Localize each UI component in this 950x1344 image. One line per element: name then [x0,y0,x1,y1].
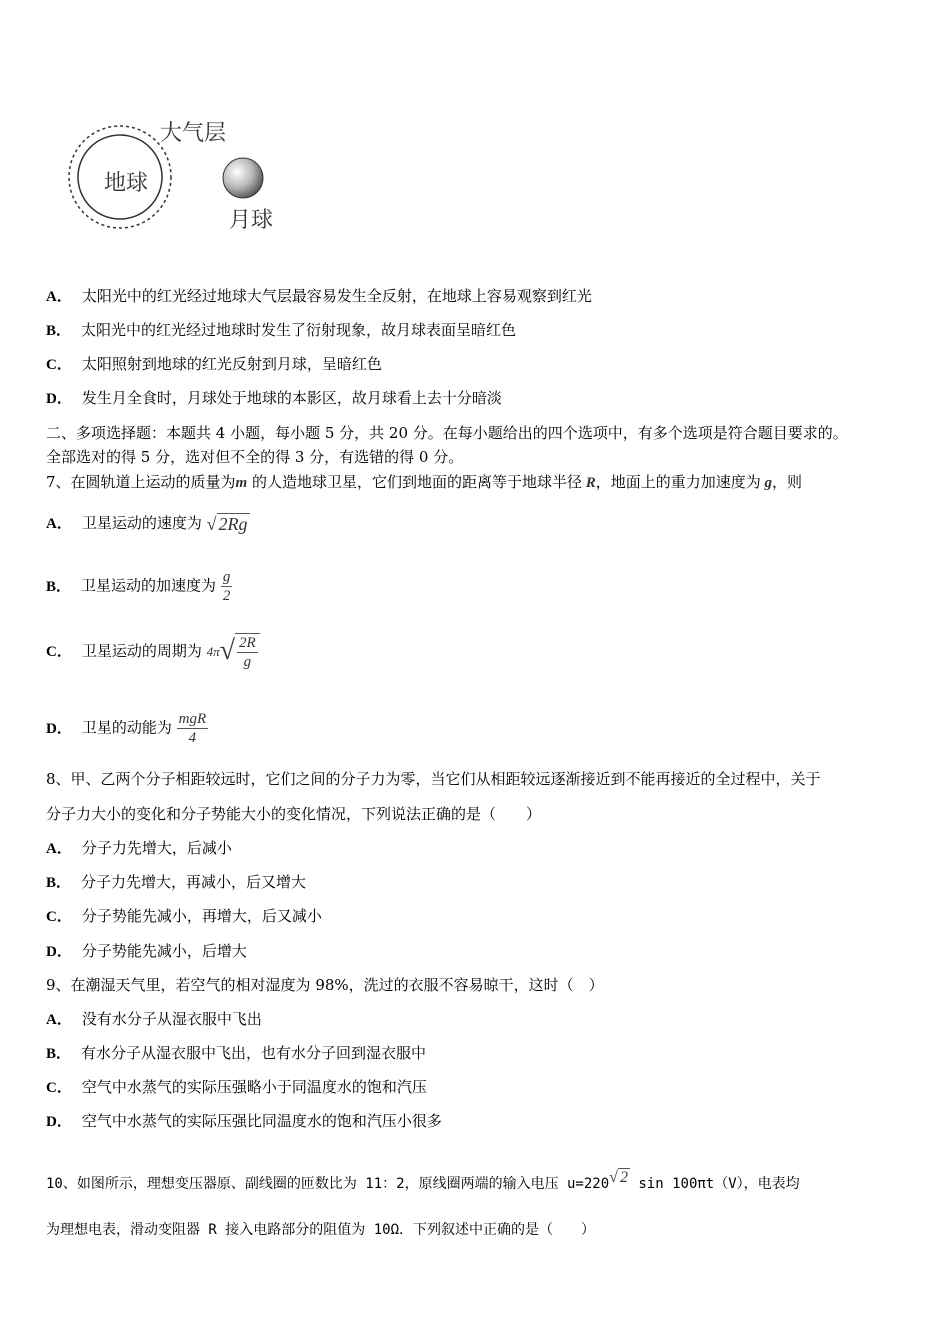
q7-option-d [46,710,208,747]
q7-option-a [46,512,250,535]
q7-option-b [46,568,232,605]
q7-var-R: R [582,475,596,491]
q7-stem [46,471,802,492]
moon-circle [223,158,263,198]
q7-option-c [46,633,260,671]
q6-option-c [46,353,382,374]
q7-stem-d: ，则 [772,473,803,491]
q7-d-denominator: 4 [188,730,197,746]
section2-line1: 二、多项选择题：本题共 4 小题，每小题 5 分，共 20 分。在每小题给出的四个选项中，有多个选项是符合题目要求的。 [46,424,848,442]
option-key: D． [46,391,72,407]
q7-c-sqrt: √ $\frac{2R}{g}$ [220,633,260,671]
q10-sqrt: √ 2 [609,1169,628,1186]
option-text: 分子势能先减小，再增大，后又减小 [81,907,322,925]
option-key: D． [46,720,72,737]
option-text: 太阳光中的红光经过地球时发生了衍射现象，故月球表面呈暗红色 [81,321,517,339]
option-text: 卫星运动的速度为 [81,514,202,532]
section2-line2: 全部选对的得 5 分，选对但不全的得 3 分，有选错的得 0 分。 [46,448,464,466]
option-key: C． [46,644,72,660]
option-key: B． [46,323,72,339]
q9-stem: 9、在潮湿天气里，若空气的相对湿度为 98%，洗过的衣服不容易晾干，这时（ ） [46,976,604,994]
q7-var-m: m [235,475,248,491]
q7-c-numerator: 2R [239,635,256,651]
q6-option-d [46,387,502,408]
q7-b-denominator: 2 [222,588,231,604]
q8-option-b [46,871,306,892]
q10-stem-a: 10、如图所示，理想变压器原、副线圈的匝数比为 11：2，原线圈两端的输入电压 u=220 [46,1176,610,1192]
q7-var-g: g [760,475,773,491]
q7-c-denominator: g [243,654,252,670]
q10-stem-line2: 为理想电表，滑动变阻器 R 接入电路部分的阻值为 10Ω．下列叙述中正确的是（ ） [46,1222,595,1238]
option-text: 太阳光中的红光经过地球大气层最容易发生全反射，在地球上容易观察到红光 [81,287,592,305]
q7-a-sqrt: √ 2Rg [206,514,248,534]
earth-label: 地球 [104,171,149,196]
atmosphere-label: 大气层 [160,121,227,146]
option-text: 分子力先增大，后减小 [81,839,232,857]
option-key: A． [46,841,72,857]
option-key: C． [46,909,72,925]
option-text: 卫星运动的周期为 [81,642,202,660]
option-text: 分子力先增大，再减小，后又增大 [81,873,307,891]
q10-stem-line1 [46,1168,800,1193]
option-text: 空气中水蒸气的实际压强略小于同温度水的饱和汽压 [81,1078,427,1096]
q8-option-c [46,905,322,926]
option-text: 没有水分子从湿衣服中飞出 [81,1010,262,1028]
q6-option-a [46,285,592,306]
q7-c-fraction [237,634,258,671]
option-key: C． [46,1080,72,1096]
q8-stem-line2: 分子力大小的变化和分子势能大小的变化情况，下列说法正确的是（ ） [46,805,542,823]
option-text: 卫星运动的加速度为 [81,576,217,595]
q7-stem-c: ，地面上的重力加速度为 [595,473,761,491]
q7-c-radicand [235,633,260,671]
q6-option-b [46,319,516,340]
q7-stem-a: 7、在圆轨道上运动的质量为 [46,473,236,491]
q10-sqrt-radicand: 2 [619,1169,628,1186]
q7-d-numerator: mgR [178,711,207,727]
option-text: 发生月全食时，月球处于地球的本影区，故月球看上去十分暗淡 [81,389,502,407]
q8-stem-line1: 8、甲、乙两个分子相距较远时，它们之间的分子力为零，当它们从相距较远逐渐接近到不能再接近的全过程中，关于 [46,770,821,788]
q7-b-numerator: g [222,569,231,585]
option-text: 太阳照射到地球的红光反射到月球，呈暗红色 [81,355,382,373]
q9-option-d [46,1110,442,1131]
option-text: 分子势能先减小，后增大 [81,942,247,960]
q8-option-d [46,940,247,961]
q9-option-a [46,1008,262,1029]
q7-b-fraction [221,568,233,605]
option-key: C． [46,357,72,373]
option-key: B． [46,875,72,891]
option-text: 卫星的动能为 [81,718,172,737]
option-key: D． [46,1114,72,1130]
moon-label: 月球 [229,208,274,233]
option-key: B． [46,1046,72,1062]
option-key: A． [46,1012,72,1028]
q9-option-b [46,1042,426,1063]
option-key: D． [46,944,72,960]
q9-option-c [46,1076,427,1097]
option-key: B． [46,578,72,595]
q7-stem-b: 的人造地球卫星，它们到地面的距离等于地球半径 [247,473,582,491]
option-key: A． [46,516,72,532]
q7-d-fraction [177,710,209,747]
q8-option-a [46,837,232,858]
option-text: 有水分子从湿衣服中飞出，也有水分子回到湿衣服中 [81,1044,427,1062]
q7-c-coef: 4π [206,644,220,659]
option-key: A． [46,289,72,305]
option-text: 空气中水蒸气的实际压强比同温度水的饱和汽压小很多 [81,1112,442,1130]
q10-stem-b: sin 100πt（V），电表均 [629,1176,800,1192]
q7-a-radicand: 2Rg [218,514,248,534]
